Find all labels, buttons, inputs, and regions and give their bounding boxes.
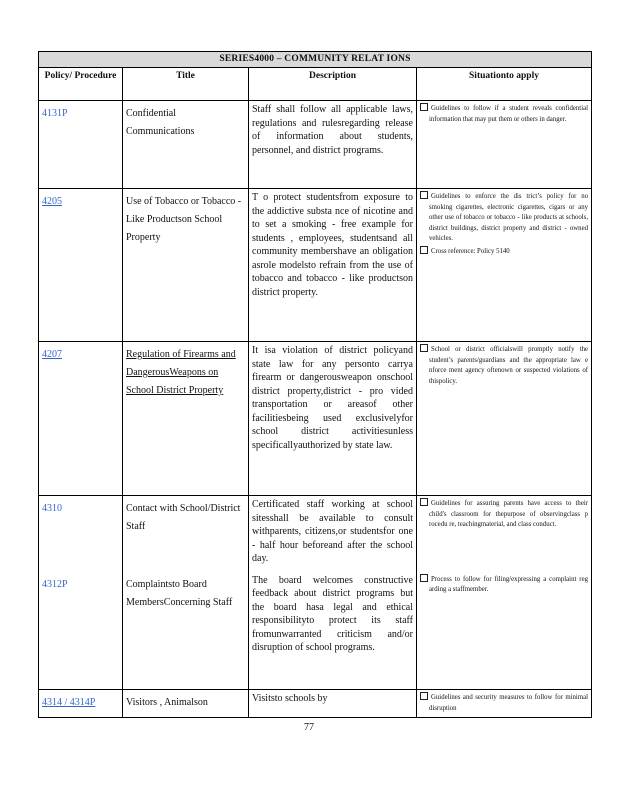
policy-code-link[interactable]: 4207 [42, 349, 62, 360]
header-policy: Policy/ Procedure [39, 68, 123, 101]
policy-code-link[interactable]: 4205 [42, 196, 62, 207]
table-row [39, 690, 592, 718]
policy-title: Confidential Communications [126, 108, 195, 137]
situation-item: Process to follow for filing/expressing a complaint reg arding a staffmember. [420, 574, 588, 596]
policy-title: Use of Tobacco or Tobacco - Like Productson School Property [126, 196, 242, 243]
table-row [39, 572, 592, 690]
situation-item: Guidelines and security measures to follow for minimal disruption [420, 692, 588, 714]
policy-table [38, 51, 592, 718]
situation-item: Guidelines to follow if a student reveals confidential information that may put them or others in danger. [420, 103, 588, 125]
table-row [39, 342, 592, 496]
policy-description: The board welcomes constructive feedback about district programs but the board hasa legal and ethical responsibilityto protect its staff fromunwarranted criticism and/or disruption of school programs. [252, 574, 413, 653]
checkbox-bullet-icon [420, 498, 428, 506]
header-title: Title [123, 68, 249, 101]
situation-item: Guidelines to enforce the dis trict’s policy for no smoking cigarettes, electronic cigarettes, cigars or any other use of tobacco or tobacco - like products at schools, district buildings, district property and district - owned vehicles. [420, 191, 588, 245]
checkbox-bullet-icon [420, 344, 428, 352]
policy-code: 4310 [42, 503, 62, 514]
situation-item: School or district officialswill promptly notify the student’s parents/guardians and the appropriate law e nforce ment agency oftenown or suspected violations of thispolicy. [420, 344, 588, 387]
checkbox-bullet-icon [420, 574, 428, 582]
policy-code: 4131P [42, 108, 68, 119]
header-situation: Situationto apply [417, 68, 592, 101]
policy-description: Staff shall follow all applicable laws, regulations and rulesregarding release of information about students, personnel, and district programs. [252, 104, 413, 156]
series-title: SERIES4000 – COMMUNITY RELAT IONS [39, 52, 592, 68]
policy-description: Visitsto schools by [252, 693, 328, 704]
checkbox-bullet-icon [420, 191, 428, 199]
checkbox-bullet-icon [420, 692, 428, 700]
checkbox-bullet-icon [420, 103, 428, 111]
checkbox-bullet-icon [420, 246, 428, 254]
table-row [39, 101, 592, 189]
situation-item: Cross reference: Policy 5140 [420, 246, 588, 258]
policy-code: 4312P [42, 578, 68, 590]
policy-description: It isa violation of district policyand state law for any personto carrya firearm or dangerousweapon onschool district property,district - pro vided transportation or areasof other facilitiesbeing used exclusivelyfor school district activitiesunless specificallyauthorized by state law. [252, 345, 413, 451]
policy-title: Visitors , Animalson [126, 697, 208, 708]
policy-title: Complaintsto Board MembersConcerning Staff [126, 578, 233, 608]
policy-code-link[interactable]: 4314 / 4314P [42, 697, 96, 708]
situation-item: Guidelines for assuring parents have access to their child's classroom for thepurpose of observingclass p rocedu re, teachingmaterial, and class conduct. [420, 498, 588, 531]
policy-title: Regulation of Firearms and DangerousWeapons on School District Property [126, 349, 236, 396]
table-row [39, 189, 592, 342]
header-description: Description [249, 68, 417, 101]
page-number: 77 [304, 722, 314, 733]
policy-title: Contact with School/District Staff [126, 503, 241, 532]
policy-description: Certificated staff working at school sitesshall be available to consult withparents, citizens,or studentsfor one - half hour beforeand after the school day. [252, 499, 413, 564]
series-header-row [39, 52, 592, 68]
column-header-row [39, 68, 592, 101]
policy-description: T o protect studentsfrom exposure to the addictive substa nce of nicotine and to set a smoking - free example for students , employees, studentsand all community membershave an obligation asrole modelsto refrain from the use of tobacco and tobacco - like productson district property. [252, 192, 413, 298]
table-row [39, 496, 592, 572]
